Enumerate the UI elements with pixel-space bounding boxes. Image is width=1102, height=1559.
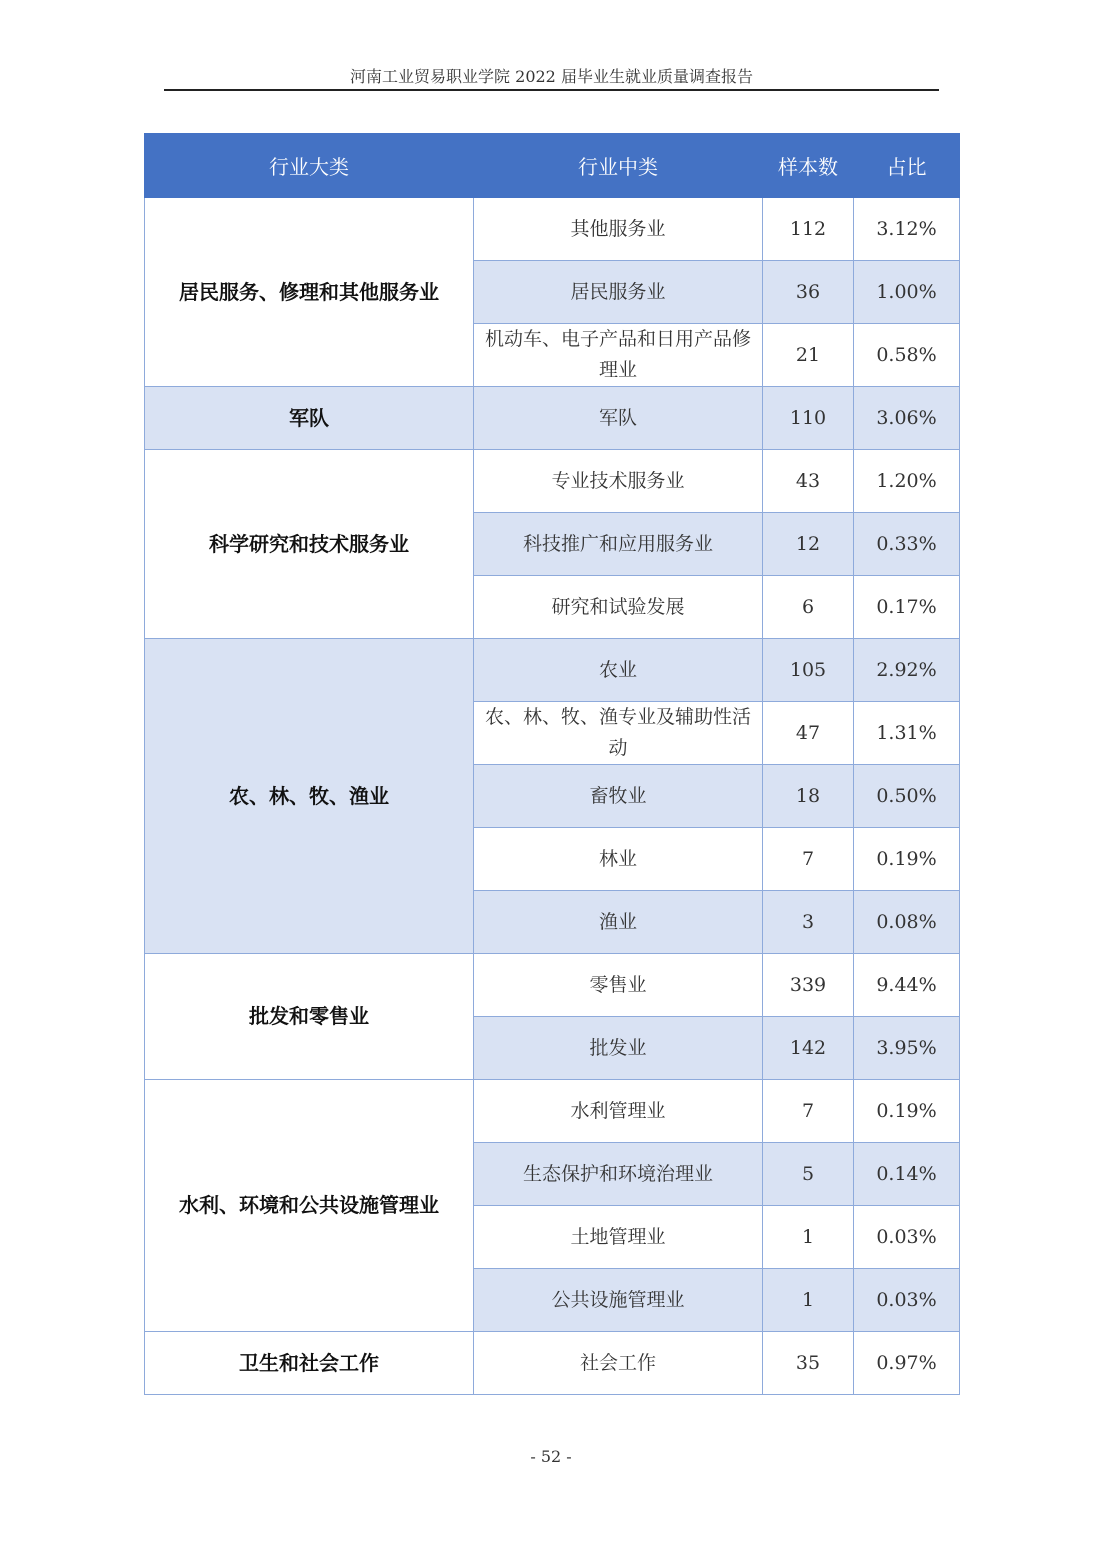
count-cell: 18: [763, 765, 854, 828]
percent-cell: 1.20%: [854, 450, 960, 513]
percent-cell: 0.58%: [854, 324, 960, 387]
percent-cell: 3.06%: [854, 387, 960, 450]
sub-category-cell: 科技推广和应用服务业: [474, 513, 763, 576]
sub-category-cell: 零售业: [474, 954, 763, 1017]
count-cell: 6: [763, 576, 854, 639]
major-category-cell: 科学研究和技术服务业: [145, 450, 474, 639]
percent-cell: 0.19%: [854, 1080, 960, 1143]
percent-cell: 1.00%: [854, 261, 960, 324]
major-category-cell: 军队: [145, 387, 474, 450]
sub-category-cell: 居民服务业: [474, 261, 763, 324]
count-cell: 110: [763, 387, 854, 450]
sub-category-cell: 军队: [474, 387, 763, 450]
count-cell: 3: [763, 891, 854, 954]
sub-category-cell: 渔业: [474, 891, 763, 954]
percent-cell: 0.19%: [854, 828, 960, 891]
count-cell: 47: [763, 702, 854, 765]
percent-cell: 0.08%: [854, 891, 960, 954]
count-cell: 112: [763, 198, 854, 261]
column-header: 样本数: [763, 134, 854, 198]
sub-category-cell: 农业: [474, 639, 763, 702]
sub-category-cell: 畜牧业: [474, 765, 763, 828]
count-cell: 7: [763, 1080, 854, 1143]
industry-table: [144, 133, 960, 1395]
column-header: 占比: [854, 134, 960, 198]
table-row: [145, 954, 960, 1017]
sub-category-cell: 专业技术服务业: [474, 450, 763, 513]
sub-category-cell: 批发业: [474, 1017, 763, 1080]
count-cell: 5: [763, 1143, 854, 1206]
percent-cell: 1.31%: [854, 702, 960, 765]
percent-cell: 2.92%: [854, 639, 960, 702]
page-header-title: 河南工业贸易职业学院 2022 届毕业生就业质量调查报告: [350, 67, 753, 86]
percent-cell: 0.33%: [854, 513, 960, 576]
count-cell: 21: [763, 324, 854, 387]
major-category-cell: 水利、环境和公共设施管理业: [145, 1080, 474, 1332]
column-header: 行业中类: [474, 134, 763, 198]
sub-category-cell: 林业: [474, 828, 763, 891]
column-header: 行业大类: [145, 134, 474, 198]
major-category-cell: 批发和零售业: [145, 954, 474, 1080]
major-category-cell: 卫生和社会工作: [145, 1332, 474, 1395]
table-row: [145, 639, 960, 702]
count-cell: 142: [763, 1017, 854, 1080]
table-row: [145, 1080, 960, 1143]
sub-category-cell: 机动车、电子产品和日用产品修理业: [474, 324, 763, 387]
percent-cell: 3.95%: [854, 1017, 960, 1080]
count-cell: 339: [763, 954, 854, 1017]
count-cell: 35: [763, 1332, 854, 1395]
percent-cell: 0.03%: [854, 1269, 960, 1332]
sub-category-cell: 其他服务业: [474, 198, 763, 261]
sub-category-cell: 水利管理业: [474, 1080, 763, 1143]
percent-cell: 0.50%: [854, 765, 960, 828]
percent-cell: 0.14%: [854, 1143, 960, 1206]
percent-cell: 0.97%: [854, 1332, 960, 1395]
percent-cell: 9.44%: [854, 954, 960, 1017]
major-category-cell: 居民服务、修理和其他服务业: [145, 198, 474, 387]
page-number: - 52 -: [530, 1447, 572, 1466]
count-cell: 105: [763, 639, 854, 702]
header-rule: [164, 89, 939, 91]
sub-category-cell: 农、林、牧、渔专业及辅助性活动: [474, 702, 763, 765]
count-cell: 43: [763, 450, 854, 513]
table-row: [145, 450, 960, 513]
count-cell: 1: [763, 1206, 854, 1269]
count-cell: 12: [763, 513, 854, 576]
major-category-cell: 农、林、牧、渔业: [145, 639, 474, 954]
sub-category-cell: 土地管理业: [474, 1206, 763, 1269]
table-row: [145, 1332, 960, 1395]
table-row: [145, 387, 960, 450]
sub-category-cell: 社会工作: [474, 1332, 763, 1395]
count-cell: 7: [763, 828, 854, 891]
count-cell: 1: [763, 1269, 854, 1332]
percent-cell: 0.17%: [854, 576, 960, 639]
sub-category-cell: 研究和试验发展: [474, 576, 763, 639]
table-header-row: [145, 134, 960, 198]
sub-category-cell: 公共设施管理业: [474, 1269, 763, 1332]
table-row: [145, 198, 960, 261]
sub-category-cell: 生态保护和环境治理业: [474, 1143, 763, 1206]
percent-cell: 0.03%: [854, 1206, 960, 1269]
percent-cell: 3.12%: [854, 198, 960, 261]
count-cell: 36: [763, 261, 854, 324]
